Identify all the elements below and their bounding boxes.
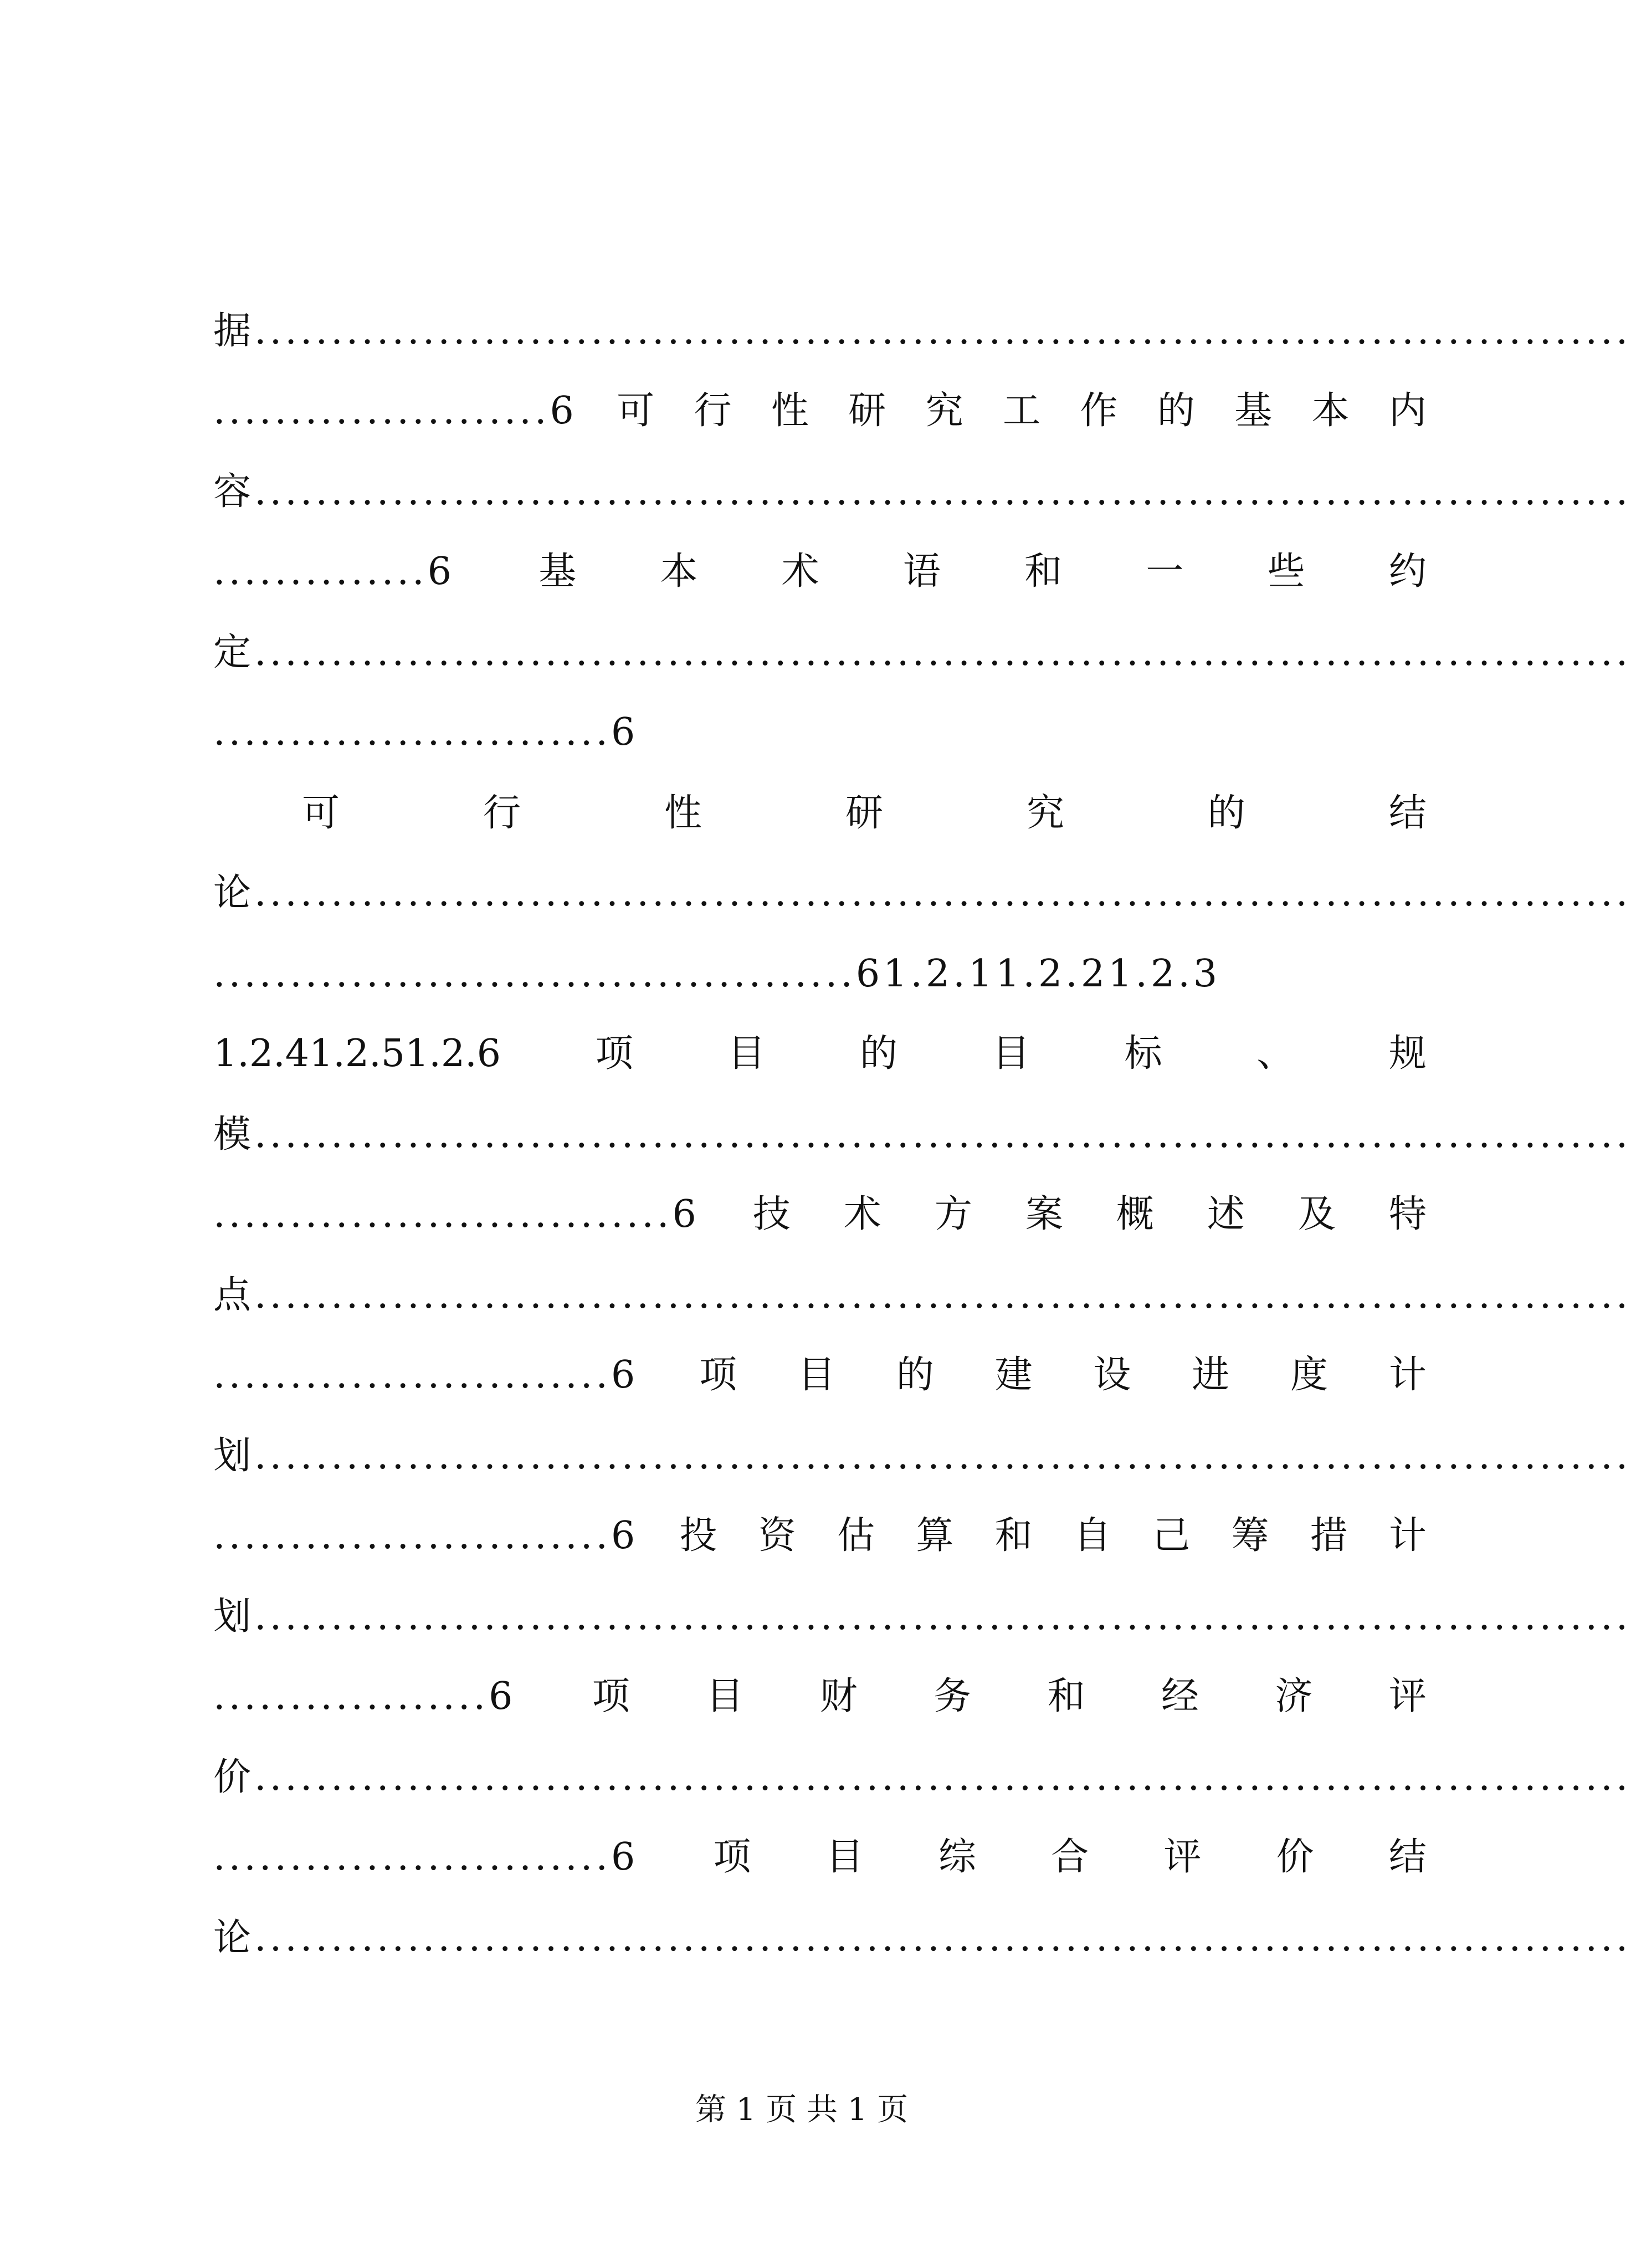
toc-char: 目 [797,1353,835,1397]
toc-char: 价 [1276,1835,1314,1879]
toc-char: 和 [1047,1675,1085,1718]
toc-char: 些 [1267,550,1305,593]
toc-char: 和 [1024,550,1063,593]
toc-char: 基 [538,550,577,593]
toc-char: 评 [1388,1675,1427,1718]
toc-line [213,1905,1631,1972]
toc-char: 综 [938,1835,976,1879]
toc-line [213,539,1427,605]
toc-line [213,620,1631,686]
toc-char: 作 [1080,389,1118,433]
toc-char: 技 [752,1192,791,1236]
toc-leader-page: ..............................6 [213,1192,700,1236]
toc-char: 目 [727,1032,766,1076]
toc-section-numbers: 1.2.41.2.51.2.6 [213,1032,501,1076]
toc-char: 度 [1290,1353,1329,1397]
toc-char: 的 [896,1353,934,1397]
toc-line [213,941,1427,1007]
toc-char: 计 [1388,1514,1427,1558]
toc-char: 设 [1093,1353,1131,1397]
toc-line [213,1181,1427,1248]
toc-leader-page: ..........................6 [213,1835,639,1879]
toc-char: 进 [1192,1353,1230,1397]
toc-char: 结 [1388,1835,1427,1879]
toc-char: 项 [592,1675,630,1718]
toc-leader-page: ..........................6 [213,1353,639,1397]
toc-char: 的 [1207,791,1245,835]
toc-char: 特 [1388,1192,1427,1236]
toc-entry-text: 模.......................................................................................... [213,1113,1631,1156]
toc-char: 可 [302,791,340,835]
toc-char: 究 [1026,791,1064,835]
toc-entry-text: 价.......................................................................................... [213,1755,1631,1799]
toc-line [213,459,1631,525]
toc-line [213,860,1631,926]
toc-char: 内 [1388,389,1427,433]
toc-char: 方 [934,1192,972,1236]
toc-char: 济 [1275,1675,1313,1718]
toc-char: 行 [483,791,521,835]
toc-entry-text: 点.......................................................................................... [213,1273,1631,1317]
toc-char: 一 [1146,550,1184,593]
toc-line [213,699,1427,766]
toc-char: 标 [1124,1032,1162,1076]
toc-entry-text: 容.......................................................................................... [213,470,1631,514]
toc-char: 的 [860,1032,898,1076]
toc-char: 本 [1311,389,1350,433]
toc-char: 结 [1388,791,1427,835]
toc-char: 概 [1116,1192,1154,1236]
toc-char: 合 [1051,1835,1089,1879]
toc-char: 究 [925,389,963,433]
toc-line [213,1663,1427,1730]
toc-char: 性 [771,389,809,433]
toc-line [213,1584,1631,1650]
toc-line [213,1744,1631,1811]
toc-char: 筹 [1231,1514,1269,1558]
toc-char: 财 [819,1675,858,1718]
toc-char: 资 [758,1514,796,1558]
toc-char: 评 [1163,1835,1202,1879]
toc-entry-text: 论.......................................................................................... [213,871,1631,915]
toc-char: 术 [843,1192,881,1236]
toc-line [302,780,1427,847]
toc-char: 行 [694,389,732,433]
toc-char: 建 [994,1353,1033,1397]
toc-line [213,1262,1631,1329]
toc-char: 基 [1234,389,1273,433]
toc-entry-text: 据.......................................................................................... [213,309,1631,353]
toc-line [213,1102,1631,1168]
toc-line [213,1423,1631,1489]
toc-line [213,1503,1427,1569]
toc-char: 目 [825,1835,864,1879]
toc-char: 述 [1207,1192,1245,1236]
toc-char: 项 [699,1353,737,1397]
toc-char: 可 [617,389,655,433]
toc-char: 本 [660,550,698,593]
toc-entry-text: 论.......................................................................................... [213,1916,1631,1960]
toc-char: 算 [916,1514,954,1558]
toc-char: 性 [664,791,702,835]
toc-char: 经 [1161,1675,1199,1718]
toc-entry-text: 定.......................................................................................... [213,631,1631,674]
page-footer: 第 1 页 共 1 页 [695,2092,909,2128]
toc-char: 案 [1025,1192,1063,1236]
toc-line [213,1824,1427,1891]
toc-char: 项 [713,1835,751,1879]
toc-line [213,1342,1427,1409]
toc-char: 约 [1388,550,1427,593]
toc-char: 、 [1256,1032,1295,1076]
toc-char: 计 [1388,1353,1427,1397]
toc-leader-page: ..................6 [213,1675,516,1718]
toc-line [213,378,1427,444]
toc-char: 的 [1157,389,1195,433]
toc-char: 自 [1073,1514,1111,1558]
toc-char: 研 [845,791,883,835]
toc-entry-text: ..........................................61.2.11.2.21.2.3 [213,952,1221,996]
toc-line [213,1021,1427,1087]
toc-leader-page: ......................6 [213,389,577,433]
toc-char: 和 [994,1514,1033,1558]
toc-char: 措 [1310,1514,1348,1558]
toc-char: 投 [679,1514,717,1558]
toc-char: 规 [1388,1032,1427,1076]
toc-char: 研 [848,389,886,433]
toc-char: 语 [902,550,941,593]
toc-char: 己 [1152,1514,1191,1558]
toc-line [213,298,1631,365]
toc-char: 项 [595,1032,633,1076]
toc-entry-text: 划.......................................................................................... [213,1595,1631,1639]
toc-char: 及 [1297,1192,1336,1236]
toc-entry-text: 划.......................................................................................... [213,1434,1631,1478]
toc-char: 术 [781,550,819,593]
toc-leader-page: ..............6 [213,550,455,593]
toc-char: 估 [837,1514,875,1558]
toc-char: 务 [934,1675,972,1718]
toc-char: 目 [992,1032,1030,1076]
toc-char: 工 [1003,389,1041,433]
toc-entry-text: ..........................6 [213,710,639,754]
toc-leader-page: ..........................6 [213,1514,639,1558]
toc-char: 目 [706,1675,744,1718]
